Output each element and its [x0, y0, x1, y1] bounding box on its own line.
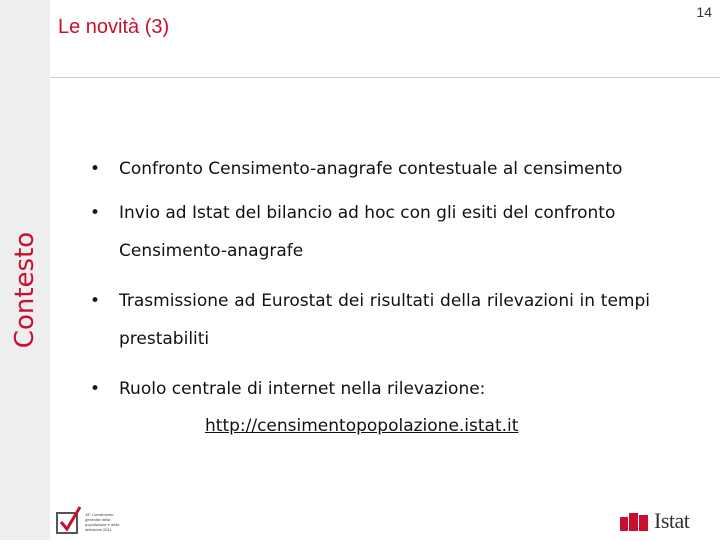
bullet-dot: •	[90, 203, 101, 223]
bullet-item	[90, 370, 650, 408]
bullet-item	[90, 282, 650, 358]
census-logo	[55, 503, 125, 539]
section-label: Contesto	[10, 231, 40, 349]
bullet-text: Invio ad Istat del bilancio ad hoc con gli esiti del confronto Censimento-anagrafe	[119, 203, 616, 261]
census-logo-text: 15° Censimento generale della popolazione e delle abitazioni 2011	[85, 512, 120, 532]
slide-title: Le novità (3)	[58, 16, 170, 38]
page-number: 14	[696, 4, 712, 20]
bullet-text: Trasmissione ad Eurostat dei risultati della rilevazioni in tempi prestabiliti	[119, 291, 650, 349]
bullet-dot: •	[90, 159, 101, 179]
istat-logo	[620, 508, 716, 534]
bullet-item	[90, 194, 650, 270]
bullet-text: Confronto Censimento-anagrafe contestuale al censimento	[119, 159, 623, 179]
bullet-text: Ruolo centrale di internet nella rilevazione:	[119, 379, 486, 399]
census-website-link[interactable]: http://censimentopopolazione.istat.it	[205, 416, 519, 436]
istat-wordmark: Istat	[654, 508, 690, 533]
census-checkbox-icon	[55, 503, 83, 537]
bullet-dot: •	[90, 379, 101, 399]
bullet-item	[90, 150, 650, 188]
istat-mark-icon	[620, 511, 650, 531]
bullet-dot: •	[90, 291, 101, 311]
bullet-list	[90, 150, 650, 408]
sidebar	[0, 0, 50, 540]
title-divider	[50, 77, 720, 78]
